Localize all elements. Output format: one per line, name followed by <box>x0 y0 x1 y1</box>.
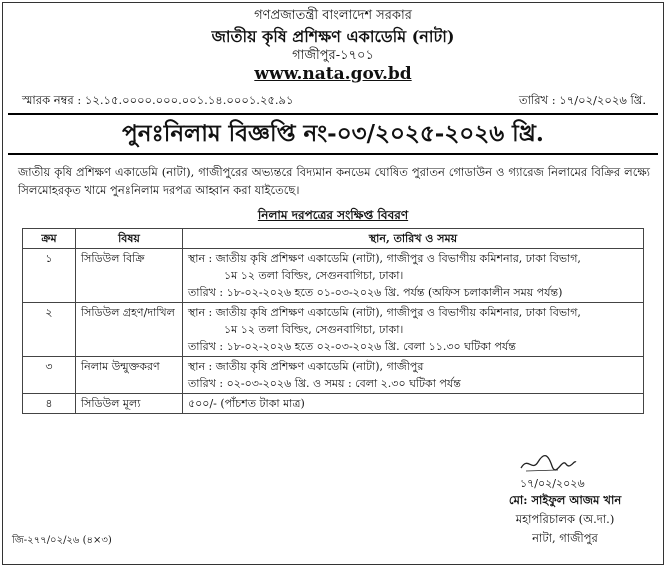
row-details <box>183 249 644 303</box>
row-details <box>183 357 644 394</box>
signatory-designation: মহাপরিচালক (অ.দা.) <box>515 512 615 526</box>
government-name: গণপ্রজাতন্ত্রী বাংলাদেশ সরকার <box>254 8 412 23</box>
table-title: নিলাম দরপত্রের সংক্ষিপ্ত বিবরণ <box>257 208 409 222</box>
row-serial: ১ <box>23 249 76 303</box>
detail-line: স্থান : জাতীয় কৃষি প্রশিক্ষণ একাডেমি (নাটা), গাজীপুর <box>188 360 424 373</box>
detail-line: ৫০০/- (পাঁচশত টাকা মাত্র) <box>188 397 305 410</box>
signature-date: ১৭/০২/২০২৬ <box>520 477 585 490</box>
detail-line: ১ম ১২ তলা বিল্ডিং, সেগুনবাগিচা, ঢাকা। <box>224 323 404 336</box>
detail-line: ১ম ১২ তলা বিল্ডিং, সেগুনবাগিচা, ঢাকা। <box>224 269 404 282</box>
header-place-date-time: স্থান, তারিখ ও সময় <box>183 229 644 249</box>
footer-code: জি-২৭৭/০২/২৬ (৪×৩) <box>12 535 112 546</box>
row-subject: সিডিউল গ্রহণ/দাখিল <box>76 303 183 357</box>
organization-name: জাতীয় কৃষি প্রশিক্ষণ একাডেমি (নাটা) <box>211 27 455 46</box>
row-serial: ২ <box>23 303 76 357</box>
table-row <box>23 357 644 394</box>
notice-title-banner: পুনঃনিলাম বিজ্ঞপ্তি নং-০৩/২০২৫-২০২৬ খ্রি. <box>8 113 658 155</box>
row-subject: সিডিউল মূল্য <box>76 394 183 414</box>
header-serial: ক্রম <box>23 229 76 249</box>
website-link[interactable]: www.nata.gov.bd <box>254 64 412 84</box>
detail-line: স্থান : জাতীয় কৃষি প্রশিক্ষণ একাডেমি (নাটা), গাজীপুর ও বিভাগীয় কমিশনার, ঢাকা বিভাগ, <box>188 306 581 319</box>
table-row <box>23 303 644 357</box>
detail-line: তারিখ : ১৮-০২-২০২৬ হতে ০১-০৩-২০২৬ খ্রি. পর্যন্ত (অফিস চলাকালীন সময় পর্যন্ত) <box>188 286 563 299</box>
detail-line: তারিখ : ১৮-০২-২০২৬ হতে ০২-০৩-২০২৬ খ্রি. বেলা ১১.৩০ ঘটিকা পর্যন্ত <box>188 340 516 353</box>
row-serial: ৪ <box>23 394 76 414</box>
table-header-row <box>23 229 644 249</box>
table-row <box>23 394 644 414</box>
auction-details-table <box>22 228 644 414</box>
header-subject: বিষয় <box>76 229 183 249</box>
row-serial: ৩ <box>23 357 76 394</box>
memo-date: তারিখ : ১৭/০২/২০২৬ খ্রি. <box>518 93 646 107</box>
signature-scribble-icon <box>518 452 578 474</box>
row-subject: সিডিউল বিক্রি <box>76 249 183 303</box>
memo-number: স্মারক নম্বর : ১২.১৫.০০০০.০০০.০০১.১৪.০০০১.২৫.৯১ <box>22 93 294 107</box>
row-details <box>183 394 644 414</box>
organization-location: গাজীপুর-১৭০১ <box>292 48 374 63</box>
signatory-office: নাটা, গাজীপুর <box>532 531 598 545</box>
row-subject: নিলাম উন্মুক্তকরণ <box>76 357 183 394</box>
signatory-name: মো: সাইফুল আজম খান <box>508 493 622 507</box>
detail-line: তারিখ : ০২-০৩-২০২৬ খ্রি. ও সময় : বেলা ২.৩০ ঘটিকা পর্যন্ত <box>188 377 461 390</box>
table-row <box>23 249 644 303</box>
detail-line: স্থান : জাতীয় কৃষি প্রশিক্ষণ একাডেমি (নাটা), গাজীপুর ও বিভাগীয় কমিশনার, ঢাকা বিভাগ, <box>188 252 581 265</box>
intro-paragraph: জাতীয় কৃষি প্রশিক্ষণ একাডেমি (নাটা), গাজীপুরের অভ্যন্তরে বিদ্যমান কনডেম ঘোষিত পুরাতন গোডাউন ও গ্যারেজ নিলামের বিক্রির লক্ষ্যে সিলমোহরকৃত খামে পুনঃনিলাম দরপত্র আহ্বান করা যাইতেছে। <box>18 165 650 197</box>
row-details <box>183 303 644 357</box>
